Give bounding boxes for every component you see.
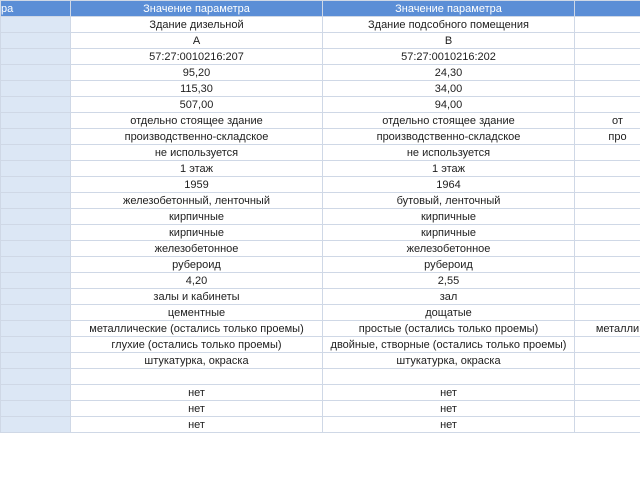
table-cell-col3[interactable] [575,225,640,241]
table-cell-col3[interactable] [575,17,640,33]
row-label-cell[interactable] [1,65,71,81]
row-label-cell[interactable] [1,385,71,401]
table-cell-col3[interactable] [575,65,640,81]
table-row [1,161,640,177]
row-label-cell[interactable] [1,209,71,225]
table-cell-col3[interactable] [575,145,640,161]
row-label-cell[interactable] [1,305,71,321]
table-cell-col2[interactable]: 94,00 [323,97,575,113]
table-row [1,33,640,49]
table-cell-col3[interactable]: от [575,113,640,129]
table-row [1,337,640,353]
table-row [1,177,640,193]
table-cell-col1[interactable]: железобетонный, ленточный [71,193,323,209]
table-cell-col2[interactable]: 2,55 [323,273,575,289]
table-cell-col3[interactable] [575,257,640,273]
table-cell-col2[interactable]: кирпичные [323,209,575,225]
table-cell-col1[interactable]: нет [71,417,323,433]
table-row [1,417,640,433]
table-row [1,129,640,145]
table-row [1,321,640,337]
row-label-cell[interactable] [1,129,71,145]
table-cell-col3[interactable] [575,385,640,401]
table-cell-col1[interactable]: 1959 [71,177,323,193]
table-cell-col3[interactable] [575,81,640,97]
table-row [1,401,640,417]
row-label-cell[interactable] [1,145,71,161]
header-cell-value-2[interactable]: Значение параметра [323,1,575,17]
table-cell-col2[interactable]: 57:27:0010216:202 [323,49,575,65]
table-cell-col1[interactable]: Здание дизельной [71,17,323,33]
row-label-cell[interactable] [1,289,71,305]
row-label-cell[interactable] [1,33,71,49]
table-cell-col2[interactable]: кирпичные [323,225,575,241]
row-label-cell[interactable] [1,241,71,257]
table-cell-col1[interactable]: 4,20 [71,273,323,289]
row-label-cell[interactable] [1,353,71,369]
row-label-cell[interactable] [1,161,71,177]
table-cell-col3[interactable] [575,401,640,417]
row-label-cell[interactable] [1,401,71,417]
table-cell-col1[interactable]: нет [71,401,323,417]
table-cell-col3[interactable] [575,177,640,193]
table-cell-col1[interactable]: производственно-складское [71,129,323,145]
table-cell-col2[interactable]: дощатые [323,305,575,321]
table-cell-col2[interactable]: зал [323,289,575,305]
table-row [1,385,640,401]
table-row [1,81,640,97]
table-cell-col3[interactable] [575,289,640,305]
table-cell-col2[interactable]: двойные, створные (остались только проемы) [323,337,575,353]
table-cell-col2[interactable]: нет [323,401,575,417]
table-row [1,49,640,65]
header-cell-value-3[interactable] [575,1,640,17]
table-cell-col2[interactable]: штукатурка, окраска [323,353,575,369]
header-cell-parameter[interactable]: ра [1,1,71,17]
table-cell-col3[interactable]: про [575,129,640,145]
row-label-cell[interactable] [1,257,71,273]
table-cell-col3[interactable] [575,49,640,65]
table-cell-col1[interactable]: штукатурка, окраска [71,353,323,369]
table-cell-col3[interactable] [575,97,640,113]
table-cell-col3[interactable] [575,417,640,433]
row-label-cell[interactable] [1,337,71,353]
table-row [1,145,640,161]
table-cell-col3[interactable] [575,209,640,225]
table-cell-col1[interactable]: металлические (остались только проемы) [71,321,323,337]
table-cell-col3[interactable] [575,305,640,321]
table-cell-col3[interactable] [575,193,640,209]
table-cell-col3[interactable] [575,369,640,385]
table-row [1,193,640,209]
table-cell-col1[interactable]: не используется [71,145,323,161]
table-row [1,225,640,241]
table-cell-col3[interactable] [575,337,640,353]
table-cell-col3[interactable] [575,273,640,289]
table-cell-col2[interactable]: 24,30 [323,65,575,81]
row-label-cell[interactable] [1,81,71,97]
table-cell-col1[interactable]: отдельно стоящее здание [71,113,323,129]
table-cell-col2[interactable]: 1964 [323,177,575,193]
row-label-cell[interactable] [1,177,71,193]
row-label-cell[interactable] [1,193,71,209]
row-label-cell[interactable] [1,321,71,337]
table-row [1,369,640,385]
table-cell-col2[interactable]: отдельно стоящее здание [323,113,575,129]
table-cell-col2[interactable]: 1 этаж [323,161,575,177]
table-cell-col1[interactable]: 57:27:0010216:207 [71,49,323,65]
table-cell-col1[interactable]: рубероид [71,257,323,273]
table-cell-col1[interactable]: кирпичные [71,225,323,241]
table-row [1,97,640,113]
table-row [1,241,640,257]
table-cell-col1[interactable]: залы и кабинеты [71,289,323,305]
table-cell-col1[interactable]: кирпичные [71,209,323,225]
table-cell-col1[interactable]: 1 этаж [71,161,323,177]
table-cell-col3[interactable] [575,241,640,257]
table-cell-col2[interactable]: рубероид [323,257,575,273]
row-label-cell[interactable] [1,273,71,289]
table-cell-col2[interactable]: железобетонное [323,241,575,257]
table-cell-col2[interactable] [323,369,575,385]
table-cell-col2[interactable]: В [323,33,575,49]
table-cell-col1[interactable]: железобетонное [71,241,323,257]
table-cell-col2[interactable]: простые (остались только проемы) [323,321,575,337]
row-label-cell[interactable] [1,113,71,129]
row-label-cell[interactable] [1,49,71,65]
row-label-cell[interactable] [1,417,71,433]
table-cell-col3[interactable] [575,353,640,369]
table-row [1,273,640,289]
header-row [1,1,640,17]
table-row [1,65,640,81]
table-cell-col2[interactable]: Здание подсобного помещения [323,17,575,33]
row-label-cell[interactable] [1,97,71,113]
table-row [1,17,640,33]
table-cell-col2[interactable]: не используется [323,145,575,161]
table-cell-col1[interactable]: 115,30 [71,81,323,97]
row-label-cell[interactable] [1,17,71,33]
table-row [1,305,640,321]
row-label-cell[interactable] [1,225,71,241]
header-cell-value-1[interactable]: Значение параметра [71,1,323,17]
table-cell-col1[interactable] [71,369,323,385]
table-cell-col3[interactable]: металли [575,321,640,337]
table-cell-col1[interactable]: цементные [71,305,323,321]
row-label-cell[interactable] [1,369,71,385]
table-cell-col2[interactable]: производственно-складское [323,129,575,145]
table-row [1,113,640,129]
table-cell-col1[interactable]: 507,00 [71,97,323,113]
table-cell-col2[interactable]: 34,00 [323,81,575,97]
table-cell-col1[interactable]: нет [71,385,323,401]
table-row [1,209,640,225]
table-cell-col3[interactable] [575,33,640,49]
table-cell-col1[interactable]: А [71,33,323,49]
table-row [1,257,640,273]
table-cell-col2[interactable]: нет [323,385,575,401]
table-row [1,353,640,369]
table-cell-col1[interactable]: глухие (остались только проемы) [71,337,323,353]
table-cell-col2[interactable]: бутовый, ленточный [323,193,575,209]
table-cell-col1[interactable]: 95,20 [71,65,323,81]
table-row [1,289,640,305]
table-cell-col2[interactable]: нет [323,417,575,433]
table-cell-col3[interactable] [575,161,640,177]
